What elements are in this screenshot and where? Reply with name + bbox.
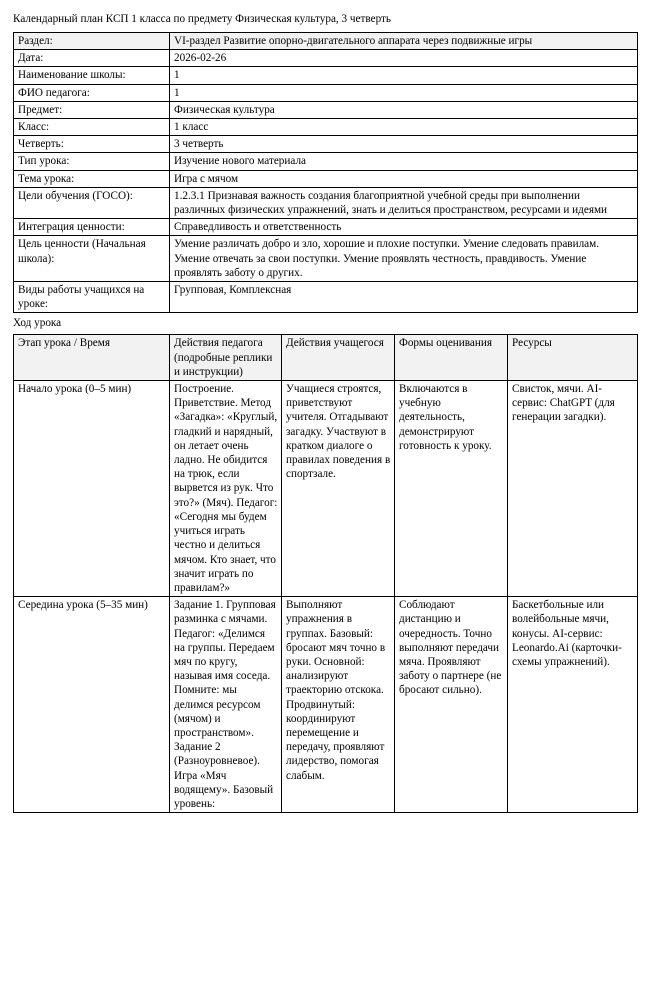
column-header: Действия педагога (подробные реплики и инструкции) [170,335,282,381]
info-row-label: Дата: [14,50,170,67]
resources-cell: Свисток, мячи. AI-сервис: ChatGPT (для генерации загадки). [508,381,638,597]
table-row [14,101,638,118]
info-row-value: Изучение нового материала [170,153,638,170]
info-row-label: Предмет: [14,101,170,118]
info-row-label: Тип урока: [14,153,170,170]
info-row-label: ФИО педагога: [14,84,170,101]
resources-cell: Баскетбольные или волейбольные мячи, конусы. AI-сервис: Leonardo.Ai (карточки-схемы упражнений). [508,597,638,813]
table-row [14,50,638,67]
column-header: Этап урока / Время [14,335,170,381]
table-row [14,170,638,187]
info-row-label: Виды работы учащихся на уроке: [14,282,170,313]
info-row-value: VI-раздел Развитие опорно-двигательного аппарата через подвижные игры [170,33,638,50]
info-row-label: Четверть: [14,136,170,153]
info-row-value: Справедливость и ответственность [170,219,638,236]
table-row [14,219,638,236]
stage-cell: Начало урока (0–5 мин) [14,381,170,597]
table-row [14,153,638,170]
table-header-row [14,335,638,381]
lesson-info-table [13,32,638,313]
table-row [14,236,638,282]
student-actions-cell: Выполняют упражнения в группах. Базовый: бросают мяч точно в руки. Основной: анализируют траекторию отскока. Продвинутый: координируют перемещение и передачу, проявляют лидерство, помогая слабым. [282,597,395,813]
info-row-value: Умение различать добро и зло, хорошие и плохие поступки. Умение следовать правилам. Умение отвечать за свои поступки. Умение проявлять честность, правдивость. Умение проявлять заботу о других. [170,236,638,282]
table-row [14,136,638,153]
table-row [14,84,638,101]
info-row-value: 1 [170,67,638,84]
lesson-flow-section-label: Ход урока [13,317,62,330]
info-row-value: 1 [170,84,638,101]
info-row-value: Игра с мячом [170,170,638,187]
info-row-label: Интеграция ценности: [14,219,170,236]
lesson-info-table-body [14,33,638,313]
table-row [14,187,638,218]
column-header: Ресурсы [508,335,638,381]
student-actions-cell: Учащиеся строятся, приветствуют учителя. Отгадывают загадку. Участвуют в кратком диалоге о правилах поведения в спортзале. [282,381,395,597]
assessment-cell: Соблюдают дистанцию и очередность. Точно выполняют передачи мяча. Проявляют заботу о партнере (не бросают сильно). [395,597,508,813]
info-row-value: Групповая, Комплексная [170,282,638,313]
info-row-label: Наименование школы: [14,67,170,84]
info-row-value: 1.2.3.1 Признавая важность создания благоприятной учебной среды при выполнении различных физических упражнений, знать и делиться пространством, ресурсами и идеями [170,187,638,218]
stage-cell: Середина урока (5–35 мин) [14,597,170,813]
info-row-value: Физическая культура [170,101,638,118]
column-header: Формы оценивания [395,335,508,381]
table-row [14,282,638,313]
column-header: Действия учащегося [282,335,395,381]
table-row [14,381,638,597]
info-row-label: Класс: [14,119,170,136]
teacher-actions-cell: Задание 1. Групповая разминка с мячами. Педагог: «Делимся на группы. Передаем мяч по кругу, называя имя соседа. Помните: мы делимся ресурсом (мячом) и пространством». Задание 2 (Разноуровневое). Игра «Мяч водящему». Базовый уровень: [170,597,282,813]
info-row-value: 2026-02-26 [170,50,638,67]
info-row-label: Тема урока: [14,170,170,187]
teacher-actions-cell: Построение. Приветствие. Метод «Загадка»: «Круглый, гладкий и нарядный, он летает очень ладно. Не обидится на трюк, если вырвется из рук. Что это?» (Мяч). Педагог: «Сегодня мы будем учиться играть честно и делиться мячом. Кто знает, что значит играть по правилам?» [170,381,282,597]
table-row [14,119,638,136]
info-row-label: Цель ценности (Начальная школа): [14,236,170,282]
info-row-value: 3 четверть [170,136,638,153]
info-row-label: Цели обучения (ГОСО): [14,187,170,218]
table-row [14,33,638,50]
info-row-label: Раздел: [14,33,170,50]
table-row [14,597,638,813]
assessment-cell: Включаются в учебную деятельность, демонстрируют готовность к уроку. [395,381,508,597]
table-row [14,67,638,84]
lesson-flow-table [13,334,638,813]
page-title: Календарный план КСП 1 класса по предмету Физическая культура, 3 четверть [13,13,392,25]
info-row-value: 1 класс [170,119,638,136]
lesson-flow-table-body [14,381,638,813]
lesson-flow-table-head [14,335,638,381]
